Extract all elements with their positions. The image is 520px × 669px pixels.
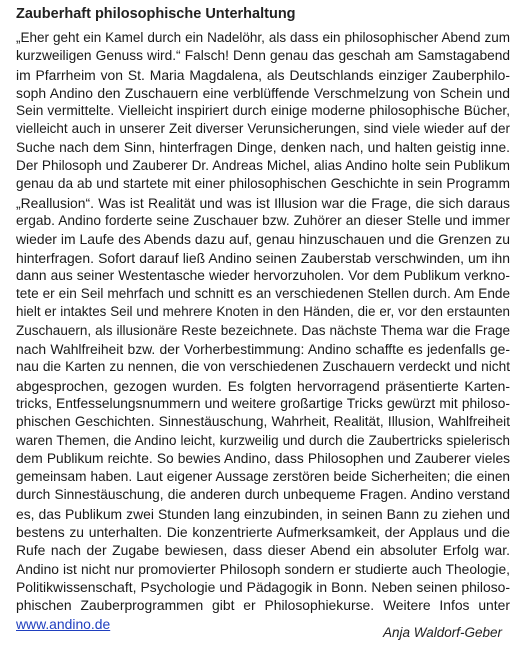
article-line: nau die Karten zu nennen, die von verschiedenen Zuschauern verdeckt und nicht <box>16 359 510 375</box>
article-line: es, das Publikum zwei Stunden lang einzubinden, in seinen Bann zu ziehen und <box>16 505 510 522</box>
author-signature: Anja Waldorf-Geber <box>382 625 502 640</box>
article-line: phischen Geschichten. Sinnestäuschung, Wahrheit, Realität, Illusion, Wahlfreiheit <box>16 414 510 430</box>
article-line: soph Andino den Zuschauern eine verblüffende Verschmelzung von Schein und <box>16 84 510 101</box>
article-title: Zauberhaft philosophische Unterhaltung <box>16 6 296 22</box>
article-line: nach Wahlfreiheit bzw. der Vorherbestimmung: Andino schaffte es jedenfalls ge- <box>16 341 510 358</box>
article-line: Zuschauern, als illusionäre Reste bezeichnete. Das nächste Thema war die Frage <box>16 322 510 338</box>
article-line: tricks, Entfesselungsnummern und weitere großartige Tricks gewürzt mit philoso- <box>16 395 510 411</box>
article-line: wieder im Laufe des Abends dazu auf, genau hinzuschauen und die Grenzen zu <box>16 231 510 248</box>
article-line: Rufe nach der Zugabe bewiesen, dass dieser Abend ein absoluter Erfolg war. <box>16 542 510 559</box>
article-line: Sein vermittelte. Vielleicht inspiriert durch einige moderne philosophische Bücher, <box>16 103 510 119</box>
article-body <box>16 29 510 633</box>
article-line: hielt er intaktes Seil und mehrere Knoten in den Händen, die er, vor den erstaunten <box>16 304 510 320</box>
article-line: ergab. Andino forderte seine Zuschauer bzw. Zuhörer an dieser Stelle und immer <box>16 212 510 228</box>
article-line: bestens zu unterhalten. Die konzentrierte Aufmerksamkeit, der Applaus und die <box>16 524 510 541</box>
article-line: vielleicht auch in unserer Zeit diverser Verunsicherungen, sind viele wieder auf der <box>16 121 510 137</box>
article-line: „Eher geht ein Kamel durch ein Nadelöhr, als dass ein philosophischer Abend zum <box>16 30 510 45</box>
article-line: gemeinsam haben. Laut eigener Aussage zerstören beide Sicherheiten; die einen <box>16 469 510 485</box>
article-line: tete er ein Seil mehrfach und schnitt es an verschiedenen Stellen durch. Am Ende <box>16 286 510 302</box>
article-line: dem Publikum reichte. So bewies Andino, dass Philosophen und Zauberer vieles <box>16 450 510 466</box>
article-line: durch Sinnestäuschung, die anderen durch unbequeme Fragen. Andino verstand <box>16 487 510 503</box>
article-line: Politikwissenschaft, Psychologie und Pädagogik in Bonn. Neben seinen philoso- <box>16 578 510 595</box>
article-line: Der Philosoph und Zauberer Dr. Andreas Michel, alias Andino holte sein Publikum <box>16 158 510 174</box>
article-line: kurzweiligen Genuss wird.“ Falsch! Denn genau das geschah am Samstagabend <box>16 48 510 64</box>
article-line: genau da ab und startete mit einer philosophischen Geschichte in sein Programm <box>16 176 510 192</box>
article-line: „Reallusion“. Was ist Realität und was ist Illusion war die Frage, die sich daraus <box>16 194 510 211</box>
website-link[interactable]: www.andino.de <box>16 615 111 632</box>
article-line: im Pfarrheim von St. Maria Magdalena, als Deutschlands einziger Zauberphilo- <box>16 66 510 83</box>
article-line: Andino ist nicht nur promovierter Philosoph sondern er studierte auch Theologie, <box>16 560 510 577</box>
article-line: dann aus seiner Westentasche wieder hervorzuholen. Vor dem Publikum verkno- <box>16 267 510 283</box>
article-line: Suche nach dem Sinn, hinterfragen Dinge, denken nach, und halten geistig inne. <box>16 139 510 155</box>
article-line: waren Themen, die Andino leicht, kurzweilig und durch die Zaubertricks spielerisch <box>16 432 510 448</box>
article-line: phischen Zauberprogrammen gibt er Philosophiekurse. Weitere Infos unter <box>16 597 510 614</box>
article-line: abgesprochen, gezogen wurden. Es folgten hervorragend präsentierte Karten- <box>16 377 510 394</box>
article-line: hinterfragen. Sofort darauf ließ Andino seinen Zauberstab verschwinden, um ihn <box>16 249 510 266</box>
